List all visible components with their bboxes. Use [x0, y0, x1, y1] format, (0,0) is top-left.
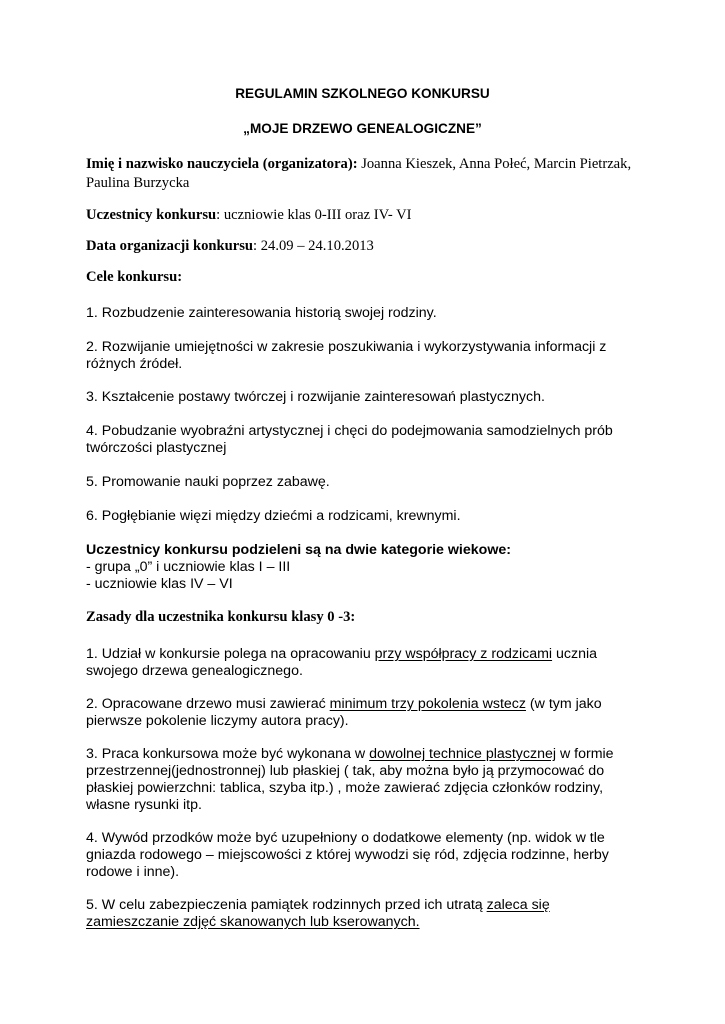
document-subtitle: „MOJE DRZEWO GENEALOGICZNE” [243, 121, 482, 136]
category-item: - uczniowie klas IV – VI [86, 576, 233, 592]
rule-item-5-cont: zamieszczanie zdjęć skanowanych lub kserowanych. [86, 914, 420, 930]
rule-text: (w tym jako [525, 696, 602, 712]
dates-value: : 24.09 – 24.10.2013 [253, 238, 374, 254]
dates-line [86, 237, 374, 255]
organizers-value: Joanna Kieszek, Anna Połeć, Marcin Pietrzak, [357, 156, 632, 172]
rule-item-2-cont: pierwsze pokolenie liczymy autora pracy). [86, 713, 349, 729]
rule-underlined-text: przy współpracy z rodzicami [374, 646, 553, 662]
rule-item-5 [86, 897, 550, 914]
goal-item: 6. Pogłębianie więzi między dziećmi a rodzicami, krewnymi. [86, 508, 461, 524]
goal-item: 3. Kształcenie postawy twórczej i rozwijanie zainteresowań plastycznych. [86, 389, 545, 405]
dates-label: Data organizacji konkursu [86, 238, 254, 254]
participants-value: : uczniowie klas 0-III oraz IV- VI [216, 207, 412, 223]
categories-heading: Uczestnicy konkursu podzieleni są na dwie kategorie wiekowe: [86, 542, 511, 558]
rule-item-3-cont: płaskiej powierzchni: tablica, szyba itp.) , może zawierać zdjęcia członków rodziny, [86, 780, 604, 796]
goal-item-cont: twórczości plastycznej [86, 440, 227, 456]
goal-item: 4. Pobudzanie wyobraźni artystycznej i chęci do podejmowania samodzielnych prób [86, 423, 613, 439]
rule-text: 3. Praca konkursowa może być wykonana w [86, 746, 370, 762]
organizers-label: Imię i nazwisko nauczyciela (organizatora): [86, 156, 358, 172]
rule-underlined-text: zaleca się [486, 897, 550, 913]
rule-item-1-cont: swojego drzewa genealogicznego. [86, 663, 303, 679]
organizers-value-cont: Paulina Burzycka [86, 175, 190, 191]
document-title: REGULAMIN SZKOLNEGO KONKURSU [235, 86, 490, 101]
organizers-line [86, 155, 631, 173]
goal-item: 1. Rozbudzenie zainteresowania historią swojej rodziny. [86, 305, 437, 321]
rule-item-4-cont: rodowe i inne). [86, 864, 180, 880]
rule-underlined-text: dowolnej technice plastycznej [369, 746, 557, 762]
rule-item-4-cont: gniazda rodowego – miejscowości z której wywodzi się ród, zdjęcia rodzinne, herby [86, 847, 609, 863]
rule-item-3-cont: własne rysunki itp. [86, 797, 202, 813]
category-item: - grupa „0” i uczniowie klas I – III [86, 559, 291, 575]
rule-item-2 [86, 696, 602, 713]
rule-item-1 [86, 646, 597, 663]
rule-underlined-text: minimum trzy pokolenia wstecz [329, 696, 526, 712]
rule-text: 2. Opracowane drzewo musi zawierać [86, 696, 330, 712]
goal-item: 2. Rozwijanie umiejętności w zakresie poszukiwania i wykorzystywania informacji z [86, 339, 607, 355]
goal-item-cont: różnych źródeł. [86, 356, 183, 372]
rule-item-3-cont: przestrzennej(jednostronnej) lub płaskiej ( tak, aby można było ją przymocować do [86, 763, 605, 779]
participants-line [86, 206, 411, 224]
rules-heading: Zasady dla uczestnika konkursu klasy 0 -3: [86, 609, 356, 625]
rule-text: ucznia [552, 646, 598, 662]
participants-label: Uczestnicy konkursu [86, 207, 217, 223]
rule-item-3 [86, 746, 614, 763]
goals-heading: Cele konkursu: [86, 269, 183, 285]
goal-item: 5. Promowanie nauki poprzez zabawę. [86, 474, 330, 490]
rule-item-4: 4. Wywód przodków może być uzupełniony o dodatkowe elementy (np. widok w tle [86, 830, 605, 846]
rule-text: 5. W celu zabezpieczenia pamiątek rodzinnych przed ich utratą [86, 897, 487, 913]
rule-text: 1. Udział w konkursie polega na opracowaniu [86, 646, 375, 662]
rule-text: w formie [556, 746, 614, 762]
